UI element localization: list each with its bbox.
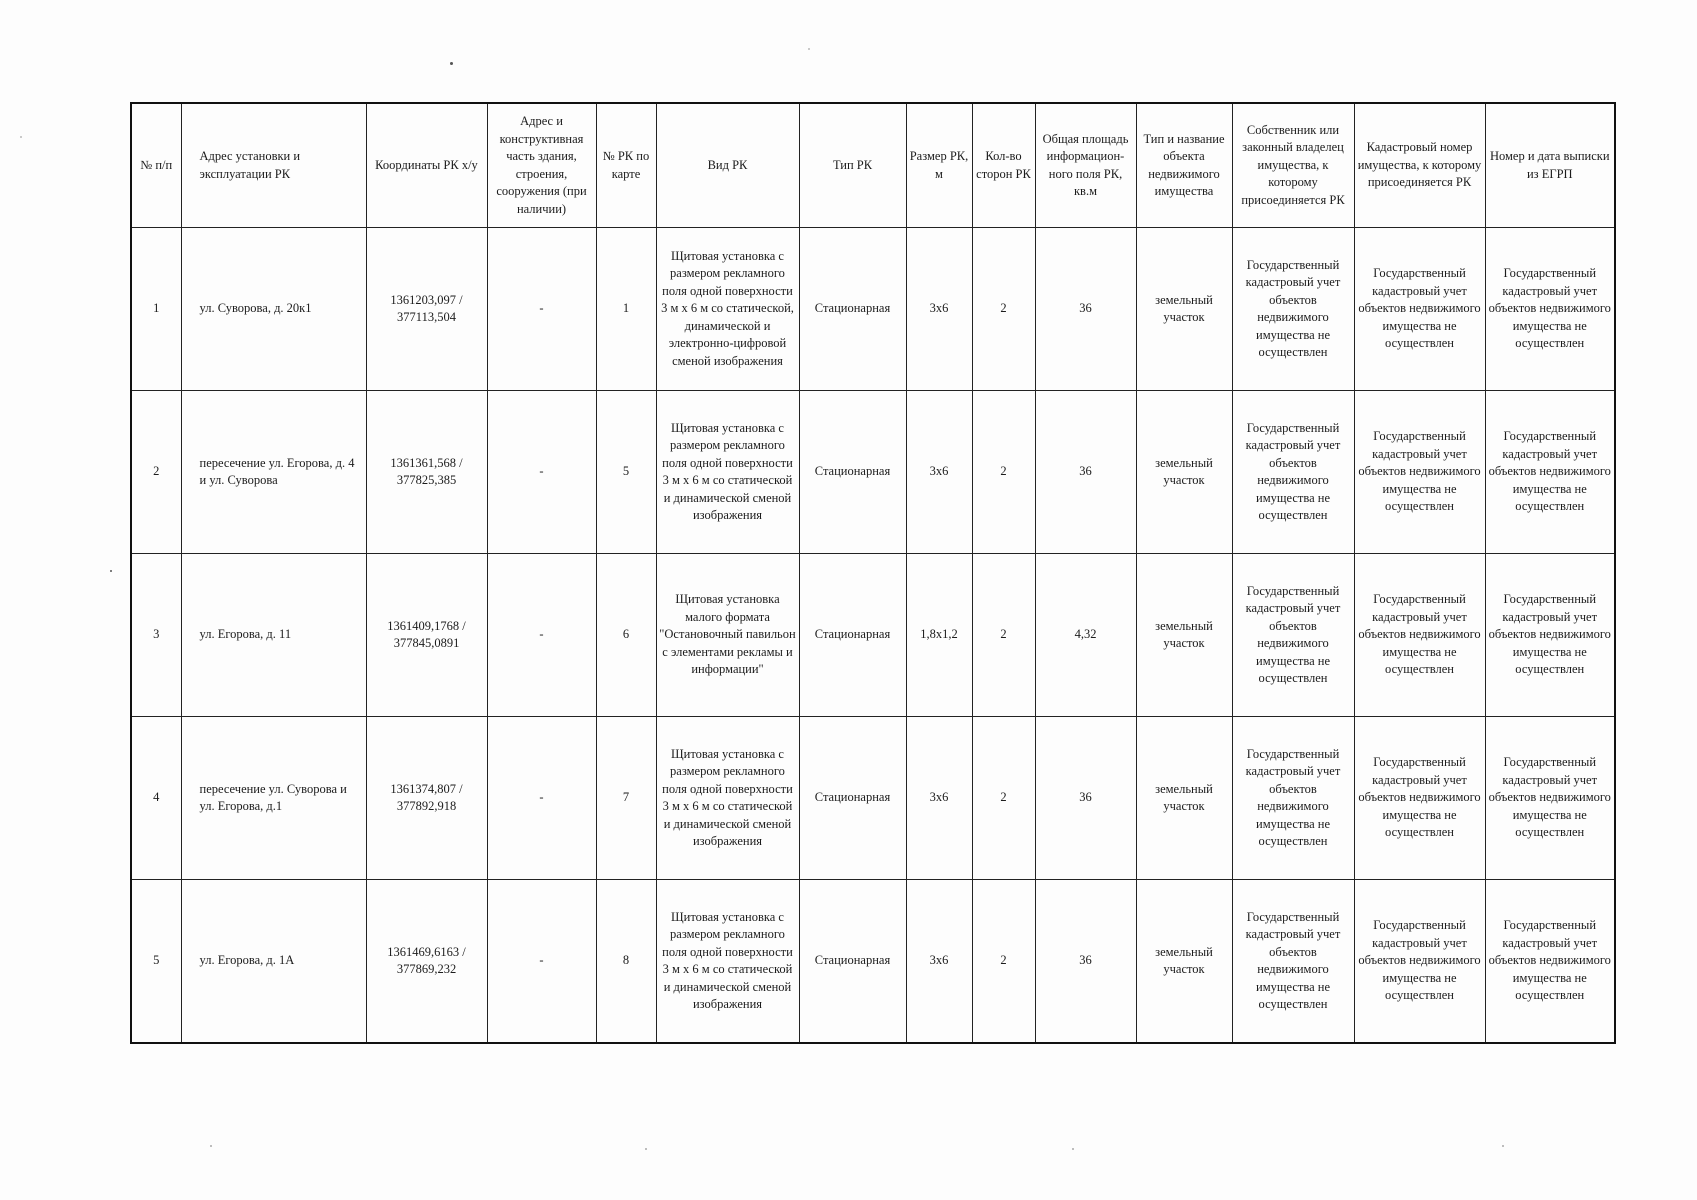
cell-cadastral: Государственный кадастровый учет объектов недвижимого имущества не осуществлен	[1354, 391, 1485, 554]
cell-num: 5	[131, 880, 181, 1044]
cell-num: 1	[131, 228, 181, 391]
cell-coords: 1361469,6163 / 377869,232	[366, 880, 487, 1044]
cell-address: ул. Суворова, д. 20к1	[181, 228, 366, 391]
cell-type: Стационарная	[799, 391, 906, 554]
cell-map-no: 1	[596, 228, 656, 391]
table-row	[131, 391, 1615, 554]
cell-kind: Щитовая установка с размером рекламного поля одной поверхности 3 м х 6 м со статической, динамической и электронно-цифровой сменой изображения	[656, 228, 799, 391]
cell-address: ул. Егорова, д. 11	[181, 554, 366, 717]
cell-egrp: Государственный кадастровый учет объектов недвижимого имущества не осуществлен	[1485, 228, 1615, 391]
cell-kind: Щитовая установка малого формата "Остановочный павильон с элементами рекламы и информации"	[656, 554, 799, 717]
cell-estate: земельный участок	[1136, 554, 1232, 717]
cell-cadastral: Государственный кадастровый учет объектов недвижимого имущества не осуществлен	[1354, 717, 1485, 880]
cell-egrp: Государственный кадастровый учет объектов недвижимого имущества не осуществлен	[1485, 554, 1615, 717]
header-owner: Собственник или законный владелец имущества, к которому присоединяется РК	[1232, 103, 1354, 228]
cell-num: 3	[131, 554, 181, 717]
scan-speck	[808, 48, 810, 50]
cell-kind: Щитовая установка с размером рекламного поля одной поверхности 3 м х 6 м со статической и динамической сменой изображения	[656, 391, 799, 554]
cell-kind: Щитовая установка с размером рекламного поля одной поверхности 3 м х 6 м со статической и динамической сменой изображения	[656, 880, 799, 1044]
scan-speck	[1502, 1145, 1504, 1147]
cell-structure: -	[487, 391, 596, 554]
cell-structure: -	[487, 880, 596, 1044]
header-map-no: № РК по карте	[596, 103, 656, 228]
header-kind: Вид РК	[656, 103, 799, 228]
cell-estate: земельный участок	[1136, 391, 1232, 554]
header-size: Размер РК, м	[906, 103, 972, 228]
cell-type: Стационарная	[799, 554, 906, 717]
cell-egrp: Государственный кадастровый учет объектов недвижимого имущества не осуществлен	[1485, 717, 1615, 880]
cell-owner: Государственный кадастровый учет объектов недвижимого имущества не осуществлен	[1232, 880, 1354, 1044]
advertising-structures-table	[130, 102, 1616, 1044]
header-structure: Адрес и конструктивная часть здания, строения, сооружения (при наличии)	[487, 103, 596, 228]
cell-sides: 2	[972, 554, 1035, 717]
cell-address: пересечение ул. Суворова и ул. Егорова, д.1	[181, 717, 366, 880]
table-row	[131, 554, 1615, 717]
cell-cadastral: Государственный кадастровый учет объектов недвижимого имущества не осуществлен	[1354, 228, 1485, 391]
cell-structure: -	[487, 554, 596, 717]
cell-map-no: 5	[596, 391, 656, 554]
cell-sides: 2	[972, 880, 1035, 1044]
scan-speck	[1072, 1148, 1074, 1150]
table-row	[131, 717, 1615, 880]
scan-speck	[210, 1145, 212, 1147]
cell-size: 3х6	[906, 228, 972, 391]
cell-egrp: Государственный кадастровый учет объектов недвижимого имущества не осуществлен	[1485, 391, 1615, 554]
cell-size: 3х6	[906, 717, 972, 880]
cell-area: 4,32	[1035, 554, 1136, 717]
cell-map-no: 7	[596, 717, 656, 880]
header-coords: Координаты РК х/у	[366, 103, 487, 228]
cell-estate: земельный участок	[1136, 717, 1232, 880]
header-egrp: Номер и дата выписки из ЕГРП	[1485, 103, 1615, 228]
table-row	[131, 880, 1615, 1044]
scan-speck	[20, 136, 22, 138]
header-area: Общая площадь информацион-ного поля РК, кв.м	[1035, 103, 1136, 228]
cell-size: 3х6	[906, 391, 972, 554]
cell-coords: 1361361,568 / 377825,385	[366, 391, 487, 554]
cell-area: 36	[1035, 228, 1136, 391]
header-num: № п/п	[131, 103, 181, 228]
header-cadastral: Кадастровый номер имущества, к которому присоединяется РК	[1354, 103, 1485, 228]
cell-type: Стационарная	[799, 880, 906, 1044]
cell-coords: 1361409,1768 / 377845,0891	[366, 554, 487, 717]
cell-sides: 2	[972, 391, 1035, 554]
table-header-row	[131, 103, 1615, 228]
cell-address: пересечение ул. Егорова, д. 4 и ул. Суворова	[181, 391, 366, 554]
header-address: Адрес установки и эксплуатации РК	[181, 103, 366, 228]
scan-speck	[110, 570, 112, 572]
table-row	[131, 228, 1615, 391]
cell-coords: 1361374,807 / 377892,918	[366, 717, 487, 880]
cell-kind: Щитовая установка с размером рекламного поля одной поверхности 3 м х 6 м со статической и динамической сменой изображения	[656, 717, 799, 880]
cell-structure: -	[487, 717, 596, 880]
cell-num: 2	[131, 391, 181, 554]
scan-speck	[450, 62, 453, 65]
cell-num: 4	[131, 717, 181, 880]
cell-sides: 2	[972, 717, 1035, 880]
cell-coords: 1361203,097 / 377113,504	[366, 228, 487, 391]
cell-size: 1,8х1,2	[906, 554, 972, 717]
cell-owner: Государственный кадастровый учет объектов недвижимого имущества не осуществлен	[1232, 228, 1354, 391]
cell-area: 36	[1035, 391, 1136, 554]
cell-owner: Государственный кадастровый учет объектов недвижимого имущества не осуществлен	[1232, 554, 1354, 717]
header-sides: Кол-во сторон РК	[972, 103, 1035, 228]
cell-address: ул. Егорова, д. 1А	[181, 880, 366, 1044]
cell-cadastral: Государственный кадастровый учет объектов недвижимого имущества не осуществлен	[1354, 880, 1485, 1044]
cell-owner: Государственный кадастровый учет объектов недвижимого имущества не осуществлен	[1232, 391, 1354, 554]
cell-area: 36	[1035, 880, 1136, 1044]
header-estate: Тип и название объекта недвижимого имущества	[1136, 103, 1232, 228]
cell-map-no: 6	[596, 554, 656, 717]
cell-sides: 2	[972, 228, 1035, 391]
header-type: Тип РК	[799, 103, 906, 228]
cell-egrp: Государственный кадастровый учет объектов недвижимого имущества не осуществлен	[1485, 880, 1615, 1044]
cell-estate: земельный участок	[1136, 228, 1232, 391]
cell-estate: земельный участок	[1136, 880, 1232, 1044]
cell-size: 3х6	[906, 880, 972, 1044]
scan-speck	[645, 1148, 647, 1150]
cell-map-no: 8	[596, 880, 656, 1044]
cell-structure: -	[487, 228, 596, 391]
cell-cadastral: Государственный кадастровый учет объектов недвижимого имущества не осуществлен	[1354, 554, 1485, 717]
cell-type: Стационарная	[799, 717, 906, 880]
cell-type: Стационарная	[799, 228, 906, 391]
cell-area: 36	[1035, 717, 1136, 880]
cell-owner: Государственный кадастровый учет объектов недвижимого имущества не осуществлен	[1232, 717, 1354, 880]
